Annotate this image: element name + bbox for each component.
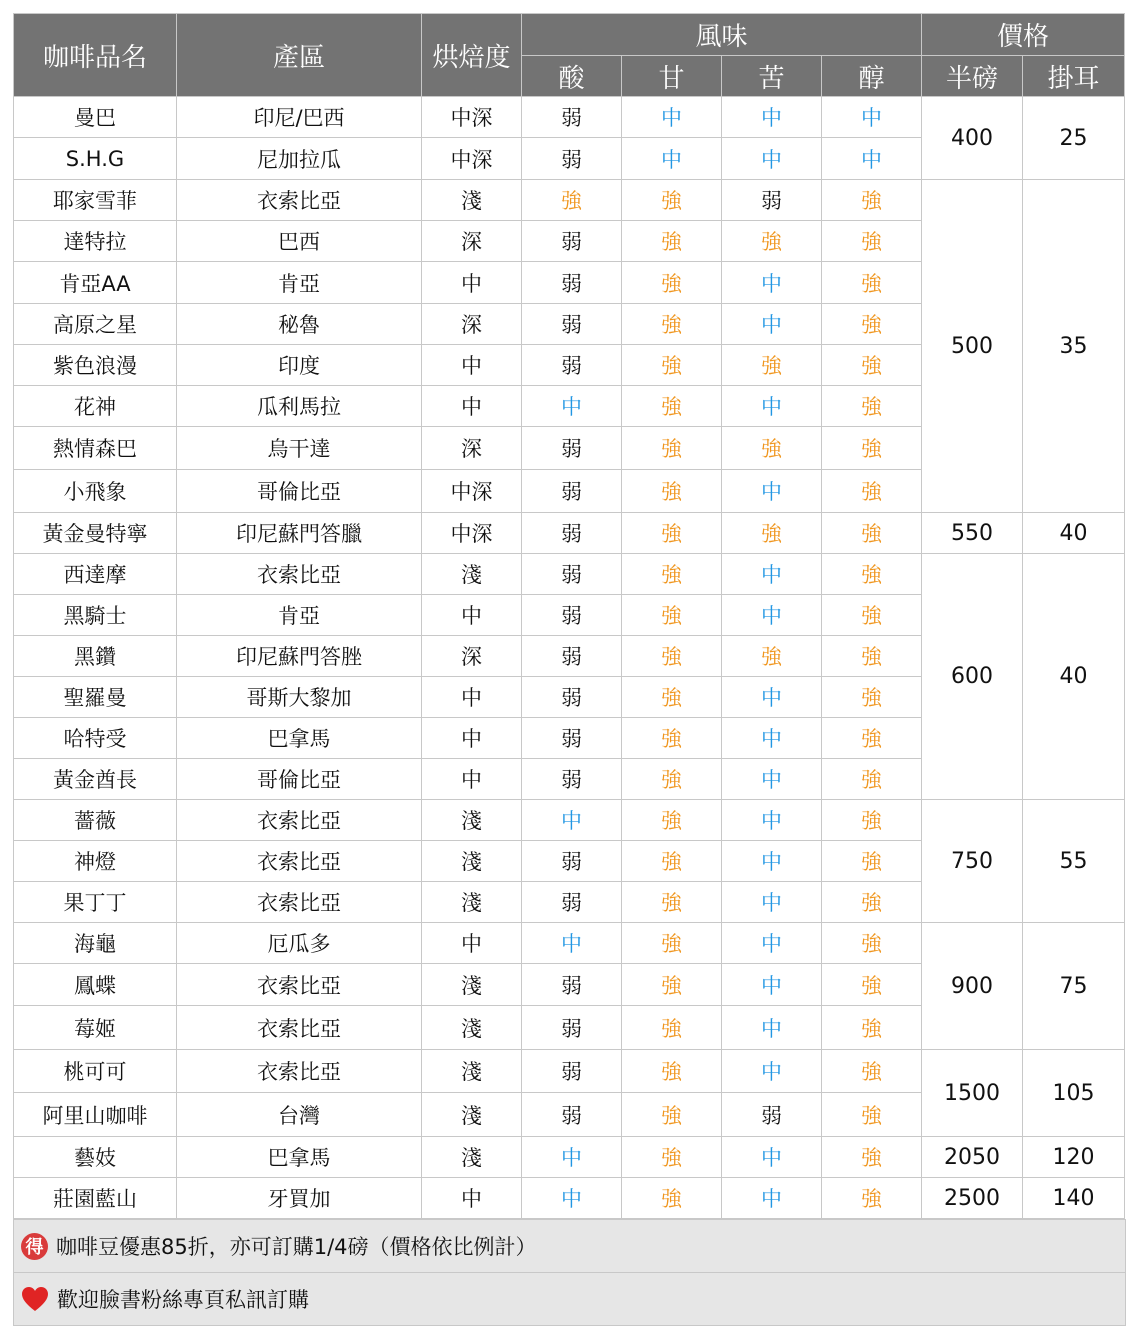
header-half-lb: 半磅 xyxy=(922,56,1023,97)
flavor-body: 強 xyxy=(822,1178,922,1219)
flavor-body: 強 xyxy=(822,677,922,718)
coffee-name: 高原之星 xyxy=(14,304,177,345)
price-drip-bag: 40 xyxy=(1023,513,1125,554)
price-drip-bag: 140 xyxy=(1023,1178,1125,1219)
note-facebook-text: 歡迎臉書粉絲專頁私訊訂購 xyxy=(57,1288,309,1312)
coffee-region: 台灣 xyxy=(177,1093,422,1137)
flavor-bitter: 中 xyxy=(722,386,822,427)
flavor-body: 中 xyxy=(822,97,922,138)
flavor-bitter: 中 xyxy=(722,718,822,759)
coffee-region: 衣索比亞 xyxy=(177,180,422,221)
coffee-name: 黑騎士 xyxy=(14,595,177,636)
table-row xyxy=(14,180,1125,221)
coffee-region: 巴拿馬 xyxy=(177,1137,422,1178)
coffee-name: 薔薇 xyxy=(14,800,177,841)
price-drip-bag: 120 xyxy=(1023,1137,1125,1178)
coffee-roast: 淺 xyxy=(422,1093,522,1137)
coffee-name: 藝妓 xyxy=(14,1137,177,1178)
flavor-body: 強 xyxy=(822,841,922,882)
flavor-sweet: 強 xyxy=(622,677,722,718)
flavor-sweet: 強 xyxy=(622,304,722,345)
flavor-bitter: 中 xyxy=(722,1137,822,1178)
coffee-name: 果丁丁 xyxy=(14,882,177,923)
flavor-bitter: 強 xyxy=(722,427,822,470)
header-sweet: 甘 xyxy=(622,56,722,97)
price-half-lb: 750 xyxy=(922,800,1023,923)
flavor-sweet: 強 xyxy=(622,262,722,304)
flavor-bitter: 中 xyxy=(722,138,822,180)
flavor-sour: 弱 xyxy=(522,718,622,759)
coffee-roast: 深 xyxy=(422,221,522,262)
flavor-sweet: 強 xyxy=(622,718,722,759)
flavor-bitter: 弱 xyxy=(722,180,822,221)
flavor-body: 強 xyxy=(822,513,922,554)
coffee-region: 厄瓜多 xyxy=(177,923,422,964)
coffee-region: 印度 xyxy=(177,345,422,386)
table-row xyxy=(14,1137,1125,1178)
flavor-body: 中 xyxy=(822,138,922,180)
coffee-roast: 淺 xyxy=(422,841,522,882)
flavor-sweet: 強 xyxy=(622,180,722,221)
coffee-region: 衣索比亞 xyxy=(177,800,422,841)
coffee-region: 哥倫比亞 xyxy=(177,470,422,513)
coffee-region: 衣索比亞 xyxy=(177,964,422,1006)
flavor-sour: 弱 xyxy=(522,1006,622,1050)
coffee-roast: 淺 xyxy=(422,1137,522,1178)
flavor-body: 強 xyxy=(822,470,922,513)
flavor-bitter: 中 xyxy=(722,882,822,923)
coffee-roast: 中 xyxy=(422,759,522,800)
flavor-bitter: 中 xyxy=(722,1178,822,1219)
notes xyxy=(13,1219,1126,1326)
flavor-sweet: 強 xyxy=(622,554,722,595)
flavor-sweet: 強 xyxy=(622,636,722,677)
coffee-name: 黑鑽 xyxy=(14,636,177,677)
header-flavor: 風味 xyxy=(522,14,922,56)
coffee-name: 黃金曼特寧 xyxy=(14,513,177,554)
price-drip-bag: 75 xyxy=(1023,923,1125,1050)
flavor-bitter: 中 xyxy=(722,1050,822,1093)
price-half-lb: 1500 xyxy=(922,1050,1023,1137)
flavor-sour: 弱 xyxy=(522,595,622,636)
coffee-name: 西達摩 xyxy=(14,554,177,595)
coffee-roast: 淺 xyxy=(422,882,522,923)
flavor-sweet: 強 xyxy=(622,1006,722,1050)
flavor-sour: 弱 xyxy=(522,262,622,304)
flavor-bitter: 中 xyxy=(722,262,822,304)
coffee-region: 印尼蘇門答臘 xyxy=(177,513,422,554)
flavor-bitter: 弱 xyxy=(722,1093,822,1137)
coffee-roast: 中 xyxy=(422,923,522,964)
flavor-sour: 中 xyxy=(522,386,622,427)
coffee-name: 肯亞AA xyxy=(14,262,177,304)
table-row xyxy=(14,800,1125,841)
flavor-sweet: 強 xyxy=(622,841,722,882)
coffee-roast: 中深 xyxy=(422,470,522,513)
coffee-roast: 中深 xyxy=(422,513,522,554)
coffee-name: 曼巴 xyxy=(14,97,177,138)
price-drip-bag: 55 xyxy=(1023,800,1125,923)
coffee-region: 哥倫比亞 xyxy=(177,759,422,800)
table-row xyxy=(14,97,1125,138)
note-facebook xyxy=(14,1272,1125,1325)
flavor-bitter: 中 xyxy=(722,304,822,345)
flavor-sweet: 強 xyxy=(622,882,722,923)
header-sour: 酸 xyxy=(522,56,622,97)
header-name: 咖啡品名 xyxy=(14,14,177,97)
coffee-name: 花神 xyxy=(14,386,177,427)
header-price: 價格 xyxy=(922,14,1125,56)
coffee-region: 巴拿馬 xyxy=(177,718,422,759)
flavor-sweet: 強 xyxy=(622,759,722,800)
coffee-region: 瓜利馬拉 xyxy=(177,386,422,427)
flavor-sour: 弱 xyxy=(522,304,622,345)
flavor-sour: 弱 xyxy=(522,513,622,554)
coffee-name: 熱情森巴 xyxy=(14,427,177,470)
coffee-roast: 中 xyxy=(422,262,522,304)
coffee-region: 肯亞 xyxy=(177,595,422,636)
flavor-sour: 弱 xyxy=(522,138,622,180)
price-drip-bag: 105 xyxy=(1023,1050,1125,1137)
flavor-bitter: 中 xyxy=(722,923,822,964)
flavor-sour: 中 xyxy=(522,800,622,841)
flavor-body: 強 xyxy=(822,427,922,470)
flavor-body: 強 xyxy=(822,1006,922,1050)
table-row xyxy=(14,554,1125,595)
coffee-region: 巴西 xyxy=(177,221,422,262)
price-half-lb: 500 xyxy=(922,180,1023,513)
price-half-lb: 400 xyxy=(922,97,1023,180)
note-discount xyxy=(14,1219,1125,1272)
coffee-table xyxy=(13,13,1125,1219)
flavor-sweet: 中 xyxy=(622,97,722,138)
flavor-sour: 弱 xyxy=(522,677,622,718)
coffee-name: 達特拉 xyxy=(14,221,177,262)
flavor-sweet: 強 xyxy=(622,1178,722,1219)
coffee-roast: 中 xyxy=(422,1178,522,1219)
flavor-bitter: 中 xyxy=(722,97,822,138)
flavor-sweet: 強 xyxy=(622,345,722,386)
flavor-sour: 中 xyxy=(522,1178,622,1219)
price-drip-bag: 35 xyxy=(1023,180,1125,513)
flavor-sour: 中 xyxy=(522,923,622,964)
coffee-roast: 深 xyxy=(422,427,522,470)
flavor-bitter: 中 xyxy=(722,964,822,1006)
flavor-bitter: 中 xyxy=(722,841,822,882)
flavor-body: 強 xyxy=(822,221,922,262)
coffee-region: 衣索比亞 xyxy=(177,554,422,595)
coffee-name: 哈特受 xyxy=(14,718,177,759)
flavor-sour: 強 xyxy=(522,180,622,221)
flavor-body: 強 xyxy=(822,882,922,923)
flavor-sour: 弱 xyxy=(522,882,622,923)
flavor-sweet: 中 xyxy=(622,138,722,180)
flavor-body: 強 xyxy=(822,180,922,221)
flavor-bitter: 中 xyxy=(722,470,822,513)
flavor-sour: 弱 xyxy=(522,636,622,677)
flavor-body: 強 xyxy=(822,718,922,759)
flavor-body: 強 xyxy=(822,1093,922,1137)
flavor-sweet: 強 xyxy=(622,221,722,262)
coffee-name: 耶家雪菲 xyxy=(14,180,177,221)
coffee-name: 鳳蝶 xyxy=(14,964,177,1006)
flavor-sweet: 強 xyxy=(622,1093,722,1137)
coffee-name: 莊園藍山 xyxy=(14,1178,177,1219)
coffee-region: 衣索比亞 xyxy=(177,882,422,923)
coffee-name: 聖羅曼 xyxy=(14,677,177,718)
flavor-body: 強 xyxy=(822,345,922,386)
flavor-sour: 弱 xyxy=(522,1050,622,1093)
coffee-name: S.H.G xyxy=(14,138,177,180)
coffee-region: 印尼/巴西 xyxy=(177,97,422,138)
table-body xyxy=(14,97,1125,1219)
flavor-sour: 弱 xyxy=(522,964,622,1006)
flavor-body: 強 xyxy=(822,595,922,636)
coffee-roast: 中深 xyxy=(422,97,522,138)
flavor-body: 強 xyxy=(822,554,922,595)
flavor-sour: 弱 xyxy=(522,97,622,138)
flavor-sweet: 強 xyxy=(622,800,722,841)
flavor-sweet: 強 xyxy=(622,1050,722,1093)
flavor-bitter: 強 xyxy=(722,636,822,677)
coffee-roast: 深 xyxy=(422,304,522,345)
coffee-region: 秘魯 xyxy=(177,304,422,345)
flavor-sour: 弱 xyxy=(522,221,622,262)
table-row xyxy=(14,923,1125,964)
flavor-bitter: 中 xyxy=(722,677,822,718)
coffee-region: 牙買加 xyxy=(177,1178,422,1219)
header-body: 醇 xyxy=(822,56,922,97)
coffee-roast: 淺 xyxy=(422,964,522,1006)
flavor-sour: 弱 xyxy=(522,1093,622,1137)
deal-badge-icon: 得 xyxy=(21,1233,48,1260)
flavor-bitter: 強 xyxy=(722,345,822,386)
flavor-body: 強 xyxy=(822,923,922,964)
flavor-bitter: 中 xyxy=(722,595,822,636)
table-row xyxy=(14,1050,1125,1093)
coffee-name: 海龜 xyxy=(14,923,177,964)
coffee-roast: 中 xyxy=(422,345,522,386)
flavor-body: 強 xyxy=(822,636,922,677)
coffee-name: 紫色浪漫 xyxy=(14,345,177,386)
coffee-region: 印尼蘇門答脞 xyxy=(177,636,422,677)
flavor-body: 強 xyxy=(822,304,922,345)
header-region: 產區 xyxy=(177,14,422,97)
flavor-bitter: 強 xyxy=(722,221,822,262)
table-row xyxy=(14,1178,1125,1219)
price-half-lb: 600 xyxy=(922,554,1023,800)
coffee-roast: 淺 xyxy=(422,1050,522,1093)
price-drip-bag: 25 xyxy=(1023,97,1125,180)
coffee-roast: 深 xyxy=(422,636,522,677)
coffee-name: 神燈 xyxy=(14,841,177,882)
price-drip-bag: 40 xyxy=(1023,554,1125,800)
flavor-body: 強 xyxy=(822,759,922,800)
flavor-sweet: 強 xyxy=(622,595,722,636)
flavor-sour: 中 xyxy=(522,1137,622,1178)
flavor-body: 強 xyxy=(822,1137,922,1178)
flavor-body: 強 xyxy=(822,1050,922,1093)
flavor-bitter: 中 xyxy=(722,1006,822,1050)
price-half-lb: 550 xyxy=(922,513,1023,554)
flavor-sweet: 強 xyxy=(622,923,722,964)
flavor-sweet: 強 xyxy=(622,386,722,427)
header-roast: 烘焙度 xyxy=(422,14,522,97)
price-half-lb: 2050 xyxy=(922,1137,1023,1178)
coffee-region: 烏干達 xyxy=(177,427,422,470)
coffee-name: 阿里山咖啡 xyxy=(14,1093,177,1137)
coffee-price-list xyxy=(13,13,1124,1326)
flavor-sweet: 強 xyxy=(622,470,722,513)
flavor-bitter: 中 xyxy=(722,554,822,595)
coffee-region: 哥斯大黎加 xyxy=(177,677,422,718)
flavor-bitter: 中 xyxy=(722,800,822,841)
flavor-sour: 弱 xyxy=(522,554,622,595)
coffee-region: 尼加拉瓜 xyxy=(177,138,422,180)
flavor-bitter: 中 xyxy=(722,759,822,800)
coffee-name: 桃可可 xyxy=(14,1050,177,1093)
flavor-sour: 弱 xyxy=(522,427,622,470)
coffee-roast: 淺 xyxy=(422,554,522,595)
flavor-sour: 弱 xyxy=(522,345,622,386)
coffee-roast: 中 xyxy=(422,386,522,427)
coffee-roast: 中 xyxy=(422,677,522,718)
flavor-sweet: 強 xyxy=(622,1137,722,1178)
coffee-name: 莓姬 xyxy=(14,1006,177,1050)
coffee-roast: 中深 xyxy=(422,138,522,180)
flavor-body: 強 xyxy=(822,964,922,1006)
flavor-bitter: 強 xyxy=(722,513,822,554)
coffee-roast: 淺 xyxy=(422,1006,522,1050)
coffee-roast: 中 xyxy=(422,718,522,759)
coffee-region: 衣索比亞 xyxy=(177,1050,422,1093)
flavor-sour: 弱 xyxy=(522,470,622,513)
heart-icon xyxy=(21,1286,49,1312)
coffee-region: 肯亞 xyxy=(177,262,422,304)
coffee-name: 黃金酋長 xyxy=(14,759,177,800)
note-discount-text: 咖啡豆優惠85折，亦可訂購1/4磅（價格依比例計） xyxy=(56,1235,537,1259)
price-half-lb: 900 xyxy=(922,923,1023,1050)
header-drip: 掛耳 xyxy=(1023,56,1125,97)
price-half-lb: 2500 xyxy=(922,1178,1023,1219)
header-bitter: 苦 xyxy=(722,56,822,97)
flavor-sour: 弱 xyxy=(522,841,622,882)
flavor-body: 強 xyxy=(822,262,922,304)
flavor-sweet: 強 xyxy=(622,513,722,554)
coffee-region: 衣索比亞 xyxy=(177,1006,422,1050)
flavor-sweet: 強 xyxy=(622,427,722,470)
coffee-roast: 中 xyxy=(422,595,522,636)
flavor-sweet: 強 xyxy=(622,964,722,1006)
coffee-roast: 淺 xyxy=(422,800,522,841)
coffee-roast: 淺 xyxy=(422,180,522,221)
coffee-name: 小飛象 xyxy=(14,470,177,513)
flavor-sour: 弱 xyxy=(522,759,622,800)
coffee-region: 衣索比亞 xyxy=(177,841,422,882)
flavor-body: 強 xyxy=(822,386,922,427)
table-row xyxy=(14,513,1125,554)
flavor-body: 強 xyxy=(822,800,922,841)
